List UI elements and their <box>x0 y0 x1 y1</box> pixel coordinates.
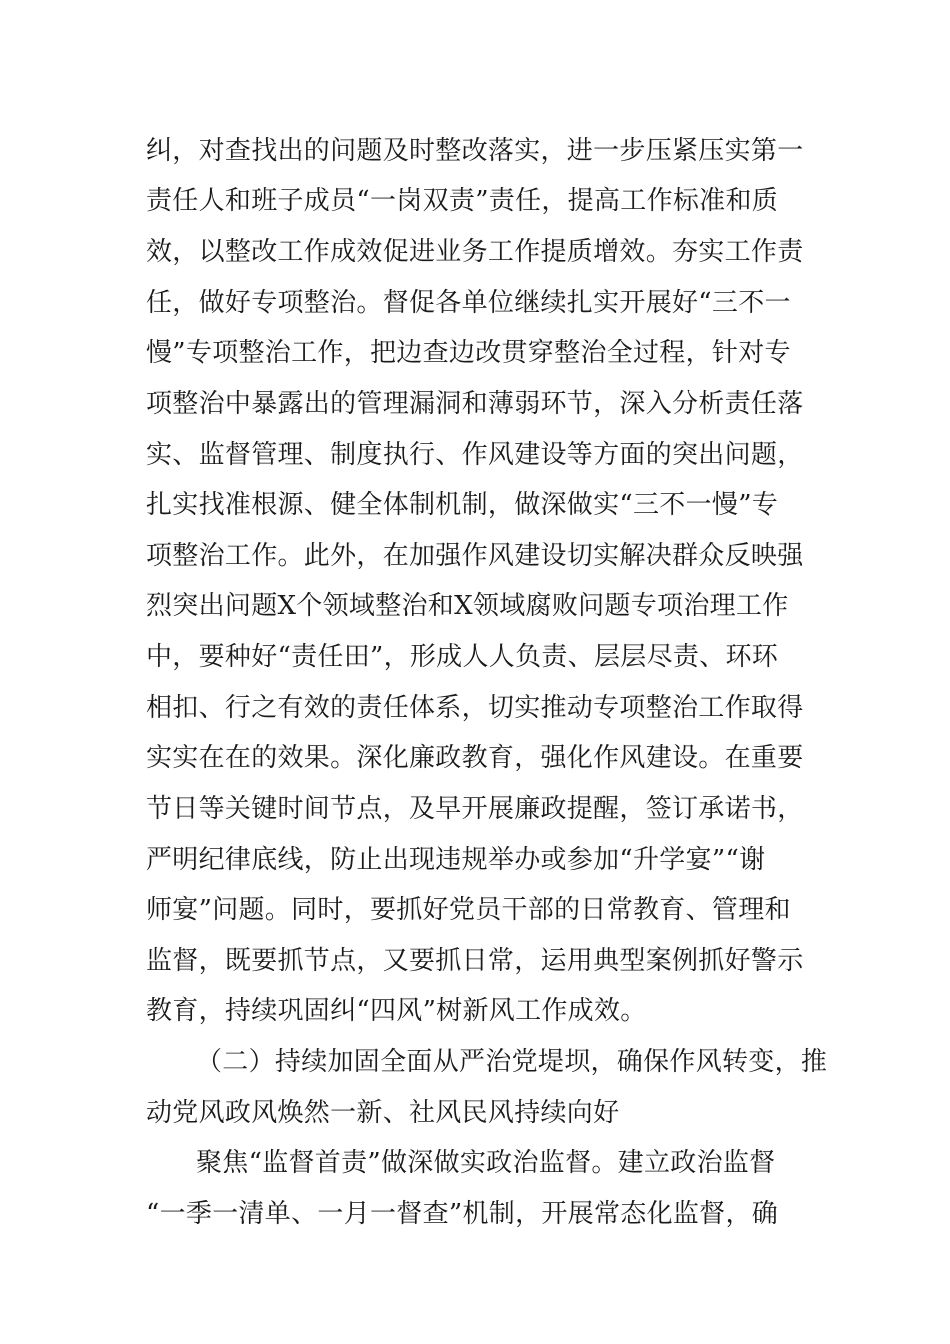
text-line: 中，要种好“责任田”，形成人人负责、层层尽责、环环 <box>146 642 779 672</box>
section-heading-line: （二）持续加固全面从严治党堤坝，确保作风转变，推 <box>196 1047 828 1077</box>
text-line: 责任人和班子成员“一岗双责”责任，提高工作标准和质 <box>146 186 779 216</box>
text-line: 项整治工作。此外，在加强作风建设切实解决群众反映强 <box>146 541 804 571</box>
text-line: 实实在在的效果。深化廉政教育，强化作风建设。在重要 <box>146 743 804 773</box>
text-line: 监督，既要抓节点，又要抓日常，运用典型案例抓好警示 <box>146 946 804 976</box>
text-line: 效，以整改工作成效促进业务工作提质增效。夯实工作责 <box>146 237 804 267</box>
text-line: 烈突出问题X个领域整治和X领域腐败问题专项治理工作 <box>146 591 789 621</box>
text-line: 慢”专项整治工作，把边查边改贯穿整治全过程，针对专 <box>146 338 791 368</box>
text-line: 纠，对查找出的问题及时整改落实，进一步压紧压实第一 <box>146 136 804 166</box>
text-line: 教育，持续巩固纠“四风”树新风工作成效。 <box>146 996 647 1026</box>
text-line: 项整治中暴露出的管理漏洞和薄弱环节，深入分析责任落 <box>146 389 804 419</box>
text-line: 实、监督管理、制度执行、作风建设等方面的突出问题， <box>146 440 804 470</box>
text-line: 扎实找准根源、健全体制机制，做深做实“三不一慢”专 <box>146 490 779 520</box>
text-line: 聚焦“监督首责”做深做实政治监督。建立政治监督 <box>196 1148 776 1178</box>
section-heading-line: 动党风政风焕然一新、社风民风持续向好 <box>146 1098 620 1128</box>
text-line: 节日等关键时间节点，及早开展廉政提醒，签订承诺书， <box>146 794 804 824</box>
text-line: 任，做好专项整治。督促各单位继续扎实开展好“三不一 <box>146 288 791 318</box>
text-line: “一季一清单、一月一督查”机制，开展常态化监督，确 <box>146 1199 779 1229</box>
text-line: 相扣、行之有效的责任体系，切实推动专项整治工作取得 <box>146 693 804 723</box>
text-line: 师宴”问题。同时，要抓好党员干部的日常教育、管理和 <box>146 895 791 925</box>
text-line: 严明纪律底线，防止出现违规举办或参加“升学宴”“谢 <box>146 845 766 875</box>
